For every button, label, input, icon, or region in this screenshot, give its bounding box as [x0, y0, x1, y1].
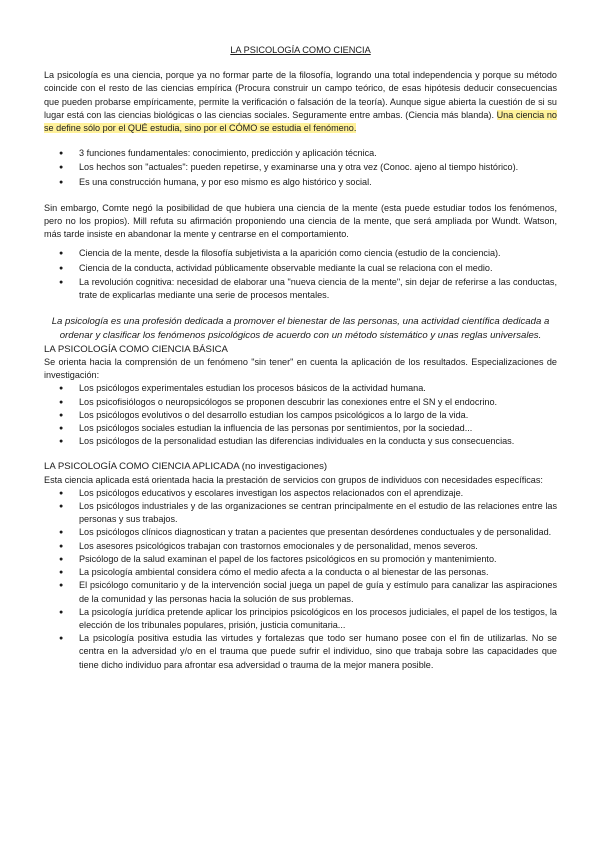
basic-specializations-list — [44, 382, 557, 448]
list-item: ● La revolución cognitiva: necesidad de elaborar una "nueva ciencia de la mente", sin dejar de referirse a las conductas, trate de explicarlas mediante una serie de procesos mentales. — [44, 276, 557, 302]
approaches-list — [44, 247, 557, 302]
list-item: ● La psicología jurídica pretende aplicar los principios psicológicos en los procesos judiciales, el papel de los testigos, la elección de los tribunales populares, prisión, justicia comunitaria... — [44, 606, 557, 632]
list-item: ● 3 funciones fundamentales: conocimiento, predicción y aplicación técnica. — [44, 147, 557, 160]
highlighted-sentence: Una ciencia no se define sólo por el QUÉ estudia, sino por el CÓMO se estudia el fenómeno. — [44, 109, 557, 134]
definition-quote: La psicología es una profesión dedicada a promover el bienestar de las personas, una actividad científica dedicada a ordenar y clasificar los fenómenos psicológicos de acuerdo con un método sistemático y unas reglas universales. — [51, 316, 550, 342]
section-heading-applied: LA PSICOLOGÍA COMO CIENCIA APLICADA (no investigaciones) — [44, 461, 328, 473]
intro-paragraph — [44, 69, 557, 135]
applied-intro: Esta ciencia aplicada está orientada hacia la prestación de servicios con grupos de individuos con necesidades específicas: — [44, 474, 543, 485]
list-item: ● Los psicólogos sociales estudian la influencia de las personas por sentimientos, por la sociedad... — [44, 422, 557, 435]
section-heading-basic: LA PSICOLOGÍA COMO CIENCIA BÁSICA — [44, 343, 228, 355]
list-item: ● Los psicólogos evolutivos o del desarrollo estudian los campos psicológicos a lo largo de la vida. — [44, 409, 557, 422]
list-item: ● Los psicólogos experimentales estudian los procesos básicos de la actividad humana. — [44, 382, 557, 395]
list-item: ● Los psicólogos educativos y escolares investigan los aspectos relacionados con el aprendizaje. — [44, 487, 557, 500]
document-page — [44, 44, 557, 672]
history-paragraph: Sin embargo, Comte negó la posibilidad de que hubiera una ciencia de la mente (esta puede estudiar todos los fenómenos, pero no los propios). Mill refuta su afirmación proponiendo una ciencia de la mente, que será ampliada por Wundt. Watson, más tarde insiste en abandonar la mente y centrarse en el comportamiento. — [44, 202, 557, 240]
list-item: ● Los psicólogos clínicos diagnostican y tratan a pacientes que presentan desórdenes conductuales y de personalidad. — [44, 526, 557, 539]
list-item: ● Los asesores psicológicos trabajan con trastornos emocionales y de personalidad, menos severos. — [44, 540, 557, 553]
list-item: ● Los psicólogos de la personalidad estudian las diferencias individuales en la conducta y sus consecuencias. — [44, 435, 557, 448]
list-item: ● La psicología ambiental considera cómo el medio afecta a la conducta o al bienestar de las personas. — [44, 566, 557, 579]
list-item: ● Los hechos son "actuales": pueden repetirse, y examinarse una y otra vez (Conoc. ajeno al tiempo histórico). — [44, 161, 557, 174]
basic-intro: Se orienta hacia la comprensión de un fenómeno "sin tener" en cuenta la aplicación de los resultados. Especializaciones de investigación: — [44, 357, 557, 381]
list-item: ● Los psicólogos industriales y de las organizaciones se centran principalmente en el estudio de las relaciones entre las personas y sus trabajos. — [44, 500, 557, 526]
list-item: ● El psicólogo comunitario y de la intervención social juega un papel de guía y estímulo para canalizar las aspiraciones de la comunidad y las personas hacia la solución de sus problemas. — [44, 579, 557, 605]
list-item: ● La psicología positiva estudia las virtudes y fortalezas que todo ser humano posee con el fin de utilizarlas. No se centra en la adversidad y/o en el trauma que puede sufrir el individuo, sino que trabaja sobre las capacidades que tiene dicho individuo para afrontar esa adversidad o trauma de la mejor manera posible. — [44, 632, 557, 672]
list-item: ● Psicólogo de la salud examinan el papel de los factores psicológicos en su promoción y mantenimiento. — [44, 553, 557, 566]
list-item: ● Ciencia de la conducta, actividad públicamente observable mediante la cual se relaciona con el medio. — [44, 262, 557, 275]
list-item: ● Los psicofisiólogos o neuropsicólogos se proponen descubrir las conexiones entre el SN y el endocrino. — [44, 396, 557, 409]
characteristics-list — [44, 147, 557, 189]
list-item: ● Ciencia de la mente, desde la filosofía subjetivista a la aparición como ciencia (estudio de la conciencia). — [44, 247, 557, 260]
list-item: ● Es una construcción humana, y por eso mismo es algo histórico y social. — [44, 176, 557, 189]
intro-text: La psicología es una ciencia, porque ya no formar parte de la filosofía, logrando una total independencia y porque su método coincide con el resto de las ciencias empírica (Procura construir un campo teórico, de esas hipótesis deducir consecuencias que pueden probarse empíricamente, permite la verificación o falsación de la teoría). Aunque sigue abierta la cuestión de si su lugar está con las ciencias biológicas o las ciencias sociales. Seguramente entre ambas. (Ciencia más blanda). — [44, 70, 557, 120]
applied-specializations-list — [44, 487, 557, 672]
document-title: LA PSICOLOGÍA COMO CIENCIA — [230, 45, 371, 55]
